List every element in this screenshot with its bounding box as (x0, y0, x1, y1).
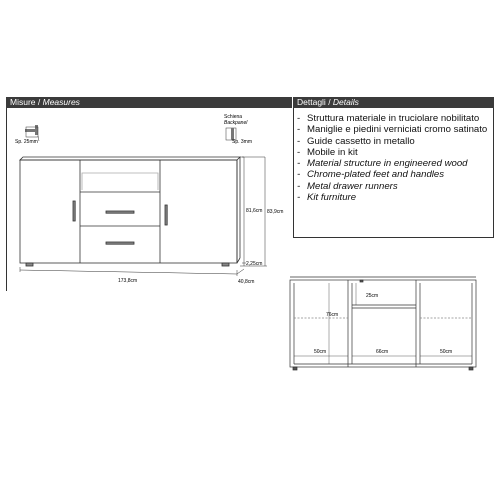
backpanel-label-it: Schiena (224, 114, 243, 120)
hinge-mark (360, 280, 363, 282)
detail-item: - Chrome-plated feet and handles (297, 169, 493, 180)
total-height-label: 83,9cm (267, 209, 284, 215)
center-width-label: 66cm (376, 349, 389, 355)
details-header-en: Details (332, 97, 359, 107)
side-panel-sample (25, 129, 35, 132)
backpanel-label-en: Backpanel (224, 120, 248, 126)
measures-header-sep: / (35, 97, 43, 107)
detail-item: - Maniglie e piedini verniciati cromo satinato (297, 124, 493, 135)
depth-line (237, 269, 244, 274)
width-dimension-lines (20, 267, 244, 276)
details-header-sep: / (325, 97, 333, 107)
drawer-bottom-handle (106, 242, 134, 244)
foot (26, 263, 33, 266)
measures-header-en: Measures (42, 97, 80, 107)
left-width-label: 50cm (314, 349, 327, 355)
foot (293, 367, 297, 370)
detail-item: - Material structure in engineered wood (297, 158, 493, 169)
open-shelf-inner (82, 173, 158, 190)
foot (222, 263, 229, 266)
right-door-handle (165, 205, 167, 225)
drawer-top-handle (106, 211, 134, 213)
width-label: 173,8cm (118, 278, 138, 284)
feet-height-label: 2,25cm (246, 261, 263, 267)
shelf-height-label: 25cm (366, 293, 379, 299)
inner-height-label: 76cm (326, 312, 339, 318)
backpanel-detail (224, 114, 252, 145)
side-thickness-label: Sp. 25mm (15, 139, 38, 145)
detail-item: - Guide cassetto in metallo (297, 136, 493, 147)
right-width-label: 50cm (440, 349, 453, 355)
body-height-label: 81,6cm (246, 208, 263, 214)
foot (469, 367, 473, 370)
measures-header-it: Misure (10, 97, 36, 107)
detail-item: - Mobile in kit (297, 147, 493, 158)
sideboard-top (20, 157, 240, 160)
detail-item: - Metal drawer runners (297, 181, 493, 192)
width-line (20, 270, 237, 274)
details-header-it: Dettagli (297, 97, 326, 107)
sideboard-front-view (20, 157, 240, 266)
detail-item: - Kit furniture (297, 192, 493, 203)
side-detail-leader (38, 136, 39, 141)
side-thickness-detail (15, 125, 39, 145)
detail-item: - Struttura materiale in truciolare nobilitato (297, 113, 493, 124)
side-panel-sample (35, 125, 38, 135)
left-door-handle (73, 201, 75, 221)
sideboard-bottom-edge (237, 258, 240, 263)
depth-label: 40,8cm (238, 279, 255, 285)
backpanel-thickness-label: Sp. 3mm (232, 139, 253, 145)
